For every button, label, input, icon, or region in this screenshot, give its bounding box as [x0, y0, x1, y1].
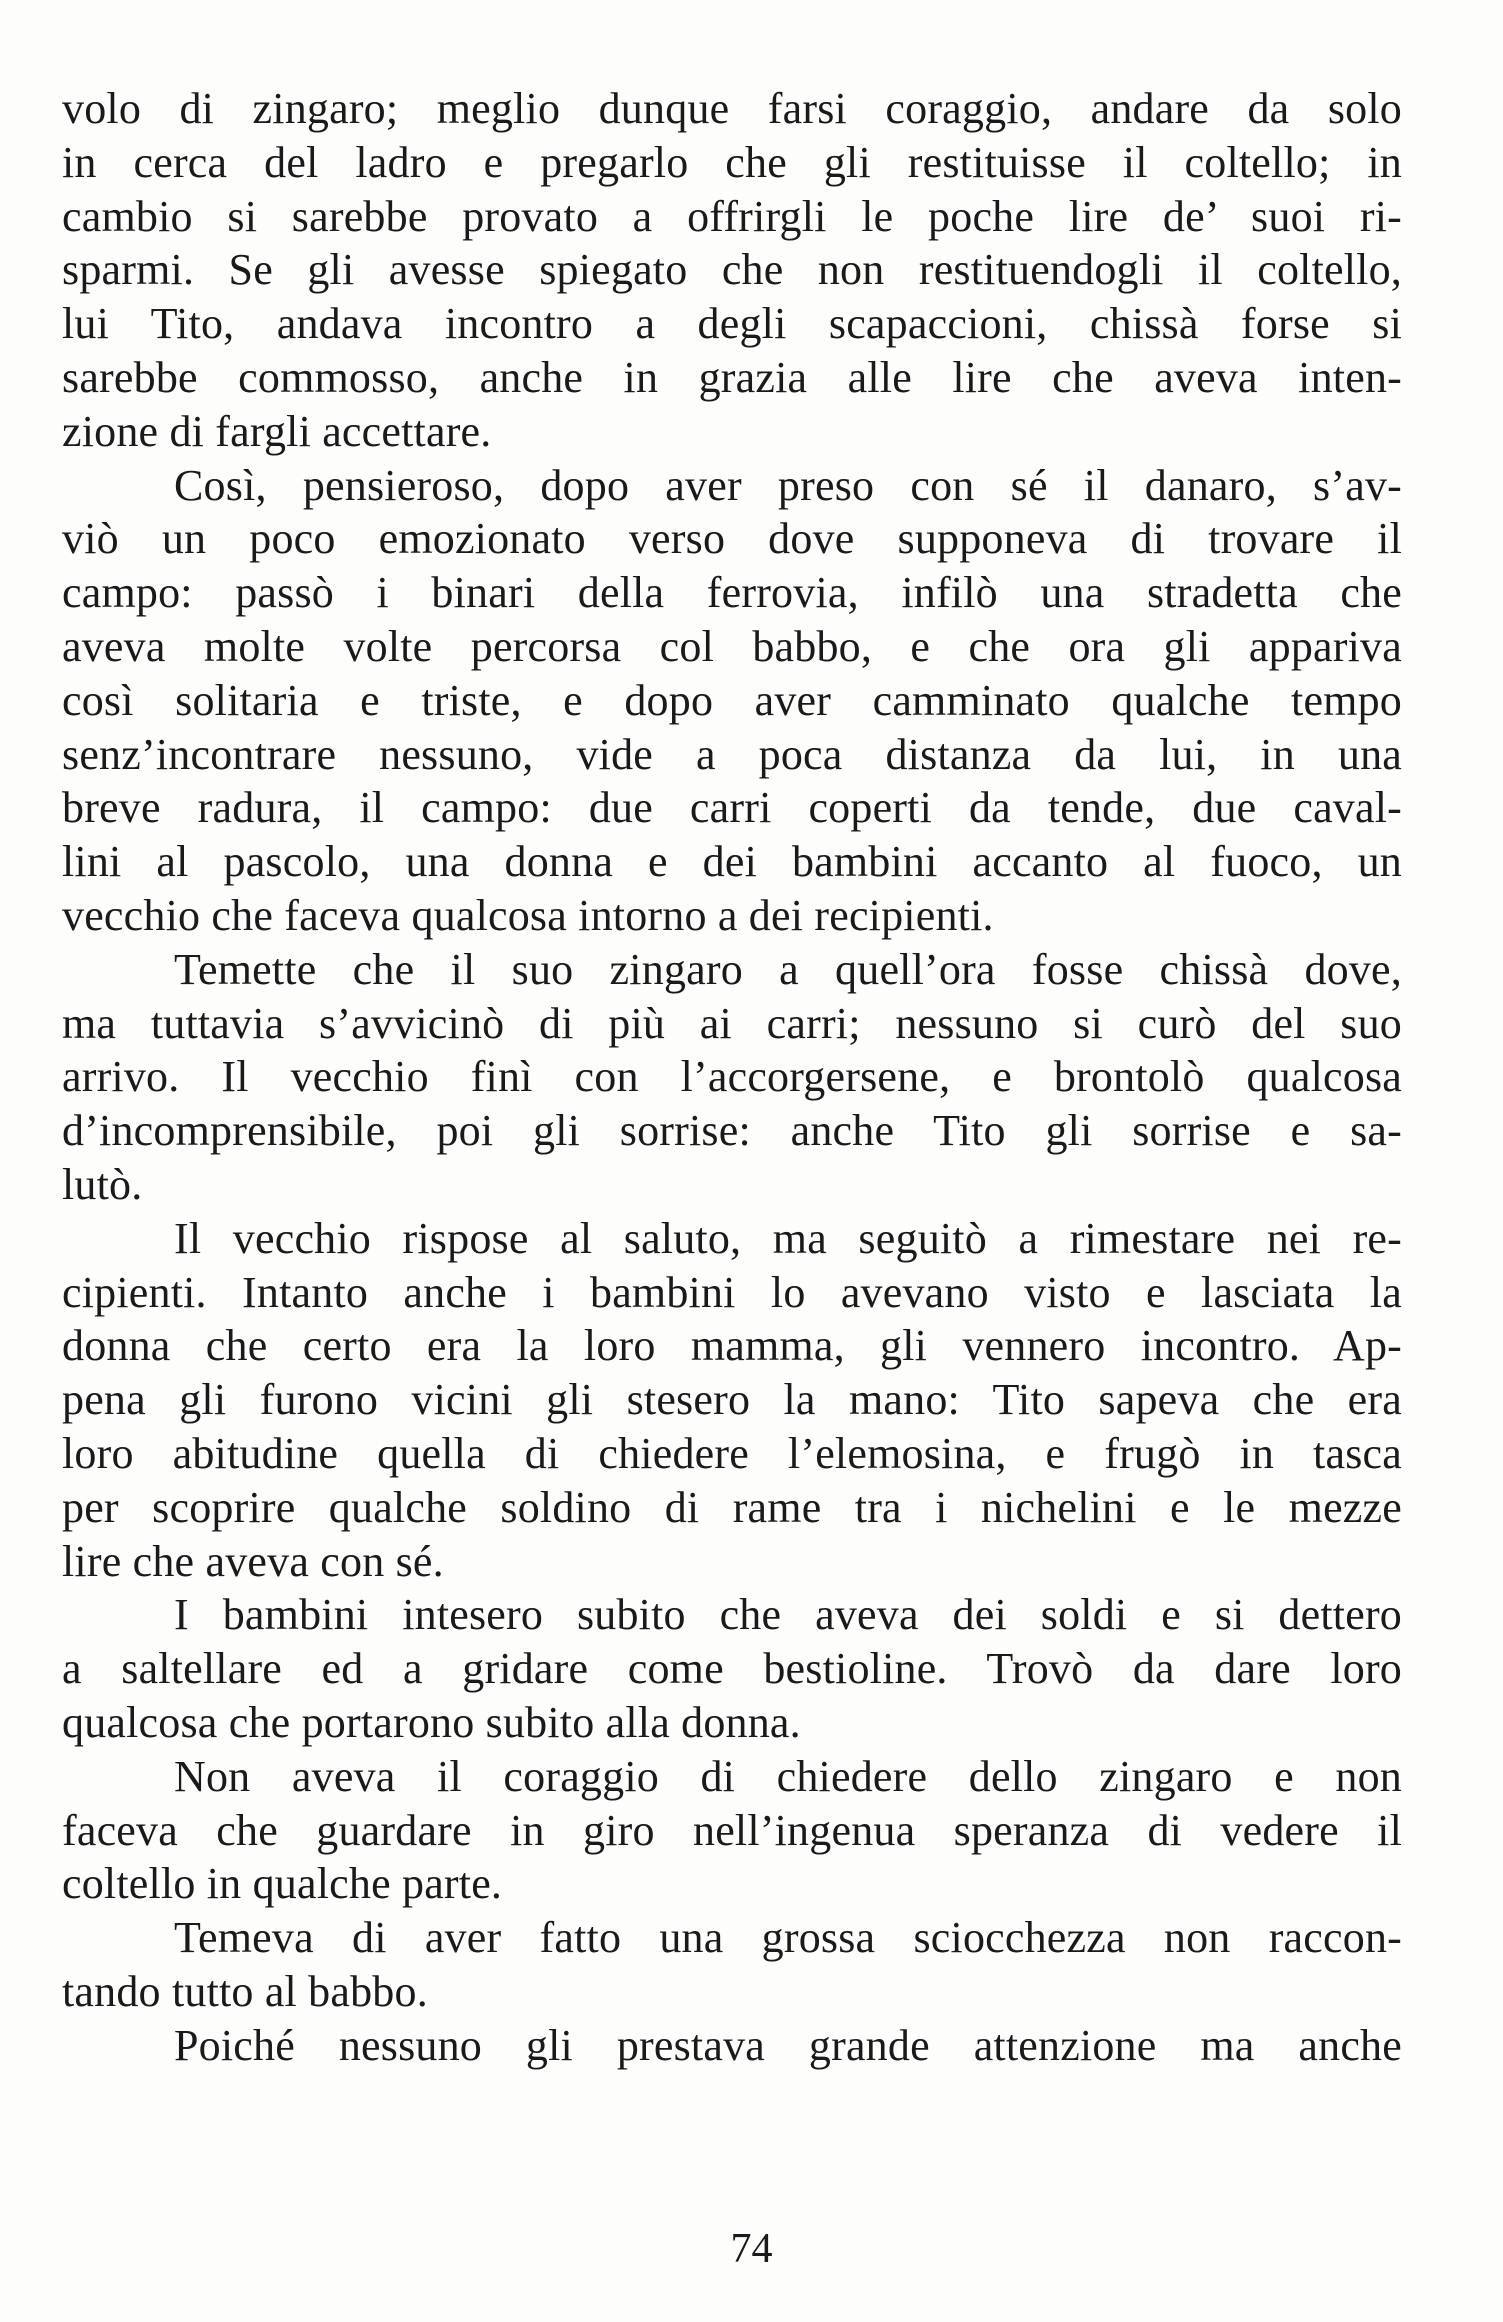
text-line: zione di fargli accettare. [62, 406, 492, 456]
text-line: pena gli furono vicini gli stesero la mano: Tito sapeva che era [62, 1375, 1402, 1425]
text-line: lire che aveva con sé. [62, 1536, 444, 1586]
text-line: coltello in qualche parte. [62, 1859, 503, 1909]
text-line: sparmi. Se gli avesse spiegato che non restituendogli il coltello, [62, 245, 1402, 295]
text-line: per scoprire qualche soldino di rame tra i nichelini e le mezze [62, 1482, 1402, 1532]
text-line: sarebbe commosso, anche in grazia alle lire che aveva inten- [62, 352, 1402, 402]
page-number: 74 [730, 2226, 773, 2272]
text-line: loro abitudine quella di chiedere l’elemosina, e frugò in tasca [62, 1428, 1402, 1478]
text-line: Poiché nessuno gli prestava grande attenzione ma anche [174, 2020, 1402, 2070]
text-line: Temette che il suo zingaro a quell’ora fosse chissà dove, [174, 944, 1402, 994]
text-line: cambio si sarebbe provato a offrirgli le poche lire de’ suoi ri- [62, 191, 1402, 241]
text-line: a saltellare ed a gridare come bestioline. Trovò da dare loro [62, 1644, 1402, 1694]
text-line: arrivo. Il vecchio finì con l’accorgersene, e brontolò qualcosa [62, 1052, 1402, 1102]
text-line: lui Tito, andava incontro a degli scapaccioni, chissà forse si [62, 299, 1402, 349]
text-line: volo di zingaro; meglio dunque farsi coraggio, andare da solo [62, 84, 1402, 133]
text-line: qualcosa che portarono subito alla donna. [62, 1697, 801, 1747]
text-line: Temeva di aver fatto una grossa sciocchezza non raccon- [174, 1913, 1402, 1963]
text-line: Il vecchio rispose al saluto, ma seguitò a rimestare nei re- [174, 1213, 1402, 1263]
body-text [62, 82, 1402, 2072]
text-line: d’incomprensibile, poi gli sorrise: anche Tito gli sorrise e sa- [62, 1106, 1402, 1156]
text-line: donna che certo era la loro mamma, gli vennero incontro. Ap- [62, 1321, 1402, 1371]
text-line: cipienti. Intanto anche i bambini lo avevano visto e lasciata la [62, 1267, 1402, 1317]
text-line: lutò. [62, 1159, 143, 1209]
text-line: tando tutto al babbo. [62, 1966, 428, 2016]
text-line: aveva molte volte percorsa col babbo, e che ora gli appariva [62, 621, 1402, 671]
text-line: ma tuttavia s’avvicinò di più ai carri; nessuno si curò del suo [62, 998, 1402, 1048]
text-line: lini al pascolo, una donna e dei bambini accanto al fuoco, un [62, 837, 1402, 887]
text-line: faceva che guardare in giro nell’ingenua speranza di vedere il [62, 1805, 1402, 1855]
text-line: Non aveva il coraggio di chiedere dello zingaro e non [174, 1751, 1402, 1801]
text-line: campo: passò i binari della ferrovia, infilò una stradetta che [62, 568, 1402, 618]
text-line: breve radura, il campo: due carri coperti da tende, due caval- [62, 783, 1402, 833]
text-line: I bambini intesero subito che aveva dei soldi e si dettero [174, 1590, 1402, 1640]
text-line: viò un poco emozionato verso dove supponeva di trovare il [62, 514, 1402, 564]
text-line: senz’incontrare nessuno, vide a poca distanza da lui, in una [62, 729, 1402, 779]
text-line: Così, pensieroso, dopo aver preso con sé il danaro, s’av- [174, 460, 1402, 510]
text-line: vecchio che faceva qualcosa intorno a dei recipienti. [62, 890, 994, 940]
text-line: così solitaria e triste, e dopo aver camminato qualche tempo [62, 675, 1402, 725]
text-line: in cerca del ladro e pregarlo che gli restituisse il coltello; in [62, 137, 1402, 187]
